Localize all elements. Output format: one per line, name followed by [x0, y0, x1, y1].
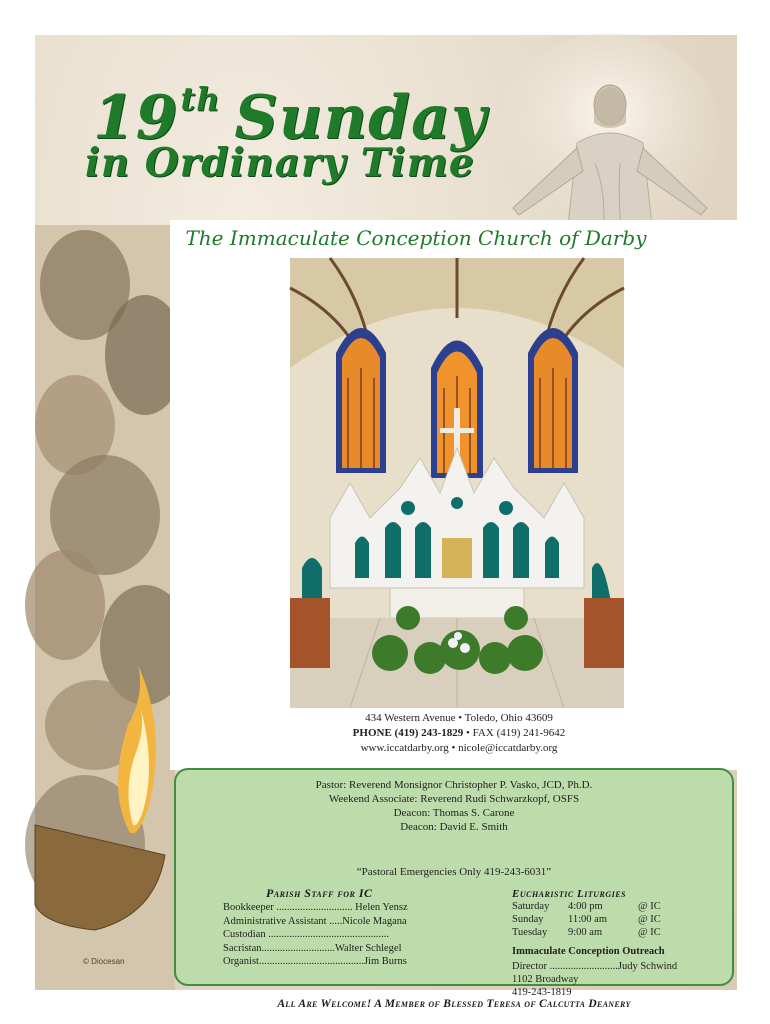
- outreach-director: Director ..........................Judy Schwind: [512, 961, 678, 972]
- phone-number: PHONE (419) 243-1829: [352, 727, 464, 739]
- staff-admin-assistant: Administrative Assistant .....Nicole Magana: [223, 915, 407, 927]
- contact-info: [185, 711, 733, 756]
- fax-number: • FAX (419) 241-9642: [463, 727, 566, 739]
- church-name: The Immaculate Conception Church of Darby: [185, 226, 647, 250]
- parish-staff-list: [223, 901, 408, 969]
- liturgies-heading: Eucharistic Liturgies: [512, 888, 627, 900]
- liturgy-row: [512, 926, 661, 939]
- liturgy-location: @ IC: [638, 927, 661, 938]
- deacon-carone: Deacon: Thomas S. Carone: [393, 807, 515, 819]
- liturgy-day: Tuesday: [512, 927, 548, 938]
- welcome-footer: All Are Welcome! A Member of Blessed Teresa of Calcutta Deanery: [277, 998, 631, 1010]
- copyright-notice: © Diocesan: [83, 957, 125, 966]
- emergency-line: “Pastoral Emergencies Only 419-243-6031”: [356, 866, 552, 878]
- parish-staff-heading: Parish Staff for IC: [266, 886, 373, 900]
- title-subheading: in Ordinary Time: [85, 140, 475, 186]
- liturgy-time: 9:00 am: [568, 927, 603, 938]
- phone-fax-line: [185, 726, 733, 741]
- clergy-list: [176, 778, 732, 834]
- parish-info-box: [174, 768, 734, 1010]
- church-altar-photo: [290, 258, 624, 708]
- web-email-line: www.iccatdarby.org • nicole@iccatdarby.org: [360, 742, 558, 754]
- staff-custodian: Custodian ..............................................: [223, 929, 389, 940]
- outreach-address: 1102 Broadway: [512, 974, 579, 985]
- liturgy-row: [512, 913, 661, 926]
- title-ordinal: th: [180, 80, 221, 118]
- street-address: 434 Western Avenue • Toledo, Ohio 43609: [365, 712, 553, 724]
- liturgy-day: Sunday: [512, 914, 544, 925]
- title-word: Sunday: [234, 83, 487, 153]
- outreach-heading: Immaculate Conception Outreach: [512, 946, 665, 957]
- apostles-mural-image: [35, 225, 175, 990]
- staff-sacristan: Sacristan............................Walter Schlegel: [223, 942, 402, 954]
- staff-organist: Organist........................................Jim Burns: [223, 956, 407, 967]
- liturgy-time: 11:00 am: [568, 914, 607, 925]
- liturgy-day: Saturday: [512, 901, 550, 912]
- title-heading: [93, 67, 487, 153]
- liturgy-location: @ IC: [638, 901, 661, 912]
- bulletin-cover: [35, 35, 737, 1010]
- liturgy-time: 4:00 pm: [568, 901, 603, 912]
- outreach-info: [512, 960, 677, 999]
- weekend-associate: Weekend Associate: Reverend Rudi Schwarzkopf, OSFS: [328, 793, 580, 805]
- pastor: Pastor: Reverend Monsignor Christopher P. Vasko, JCD, Ph.D.: [315, 779, 593, 791]
- liturgy-location: @ IC: [638, 914, 661, 925]
- liturgy-row: [512, 900, 661, 913]
- deacon-smith: Deacon: David E. Smith: [400, 821, 508, 833]
- title-number: 19: [93, 83, 179, 153]
- staff-bookkeeper: Bookkeeper ............................. Helen Yensz: [223, 902, 408, 913]
- outreach-phone: 419-243-1819: [512, 987, 572, 998]
- liturgies-list: [512, 900, 661, 939]
